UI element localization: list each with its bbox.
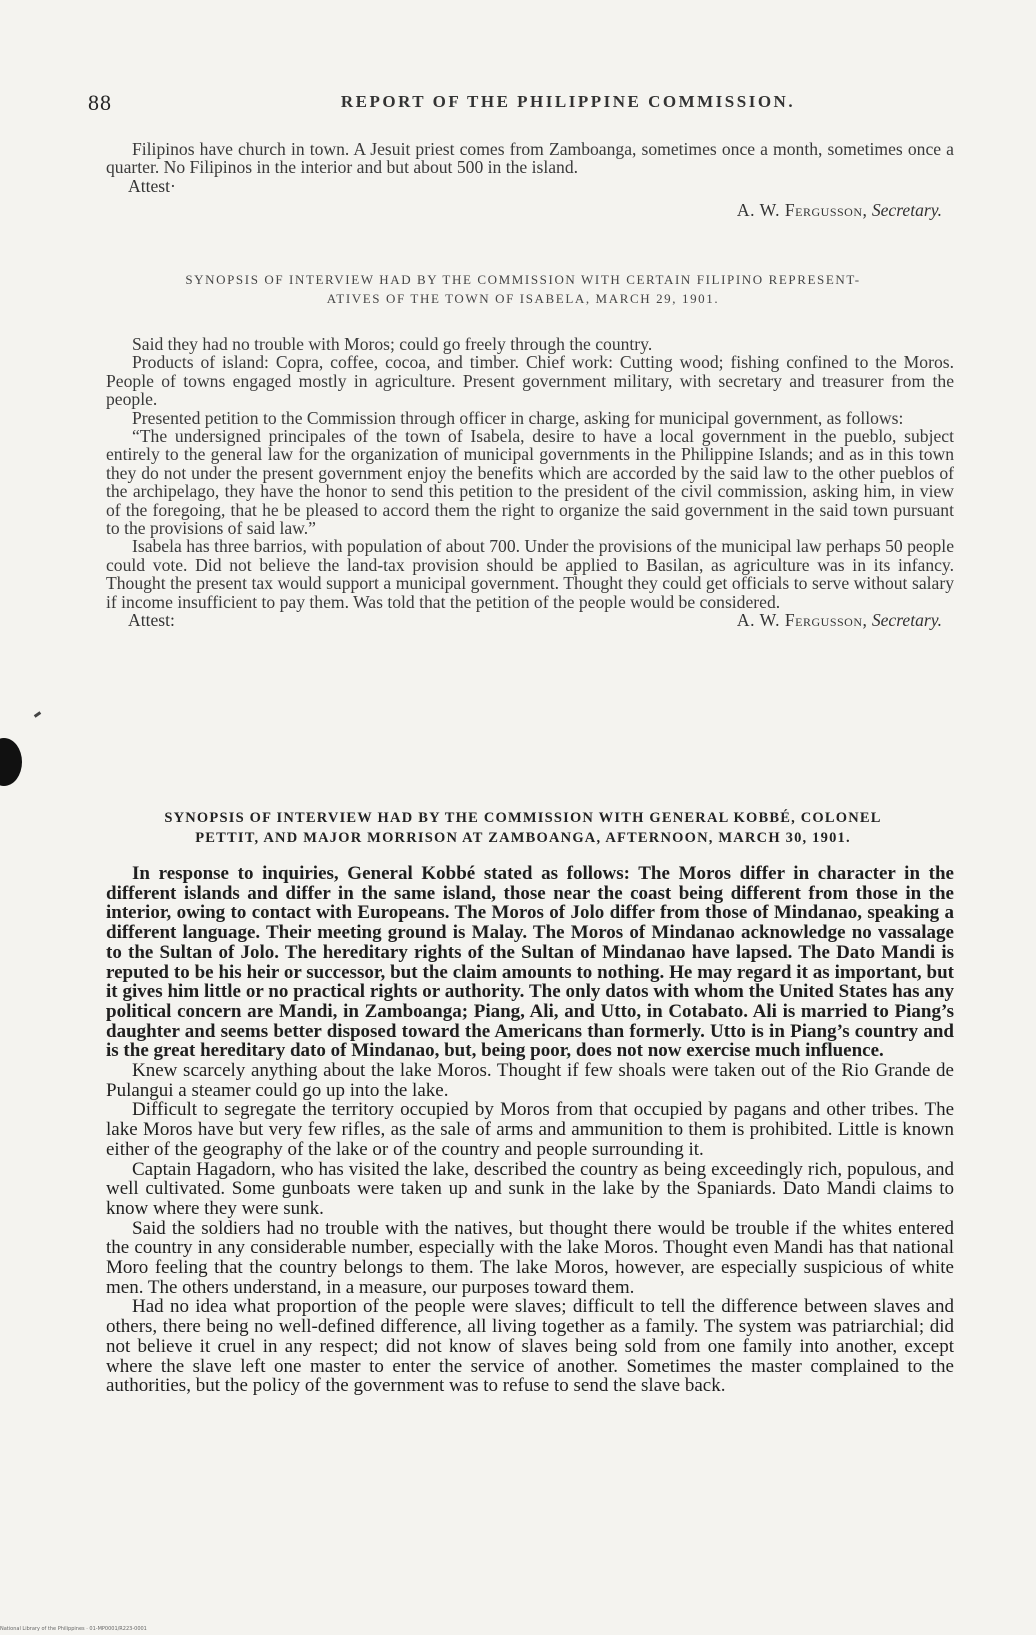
section1-body: [106, 335, 954, 631]
page-number: 88: [88, 90, 112, 115]
body-paragraph: Said the soldiers had no trouble with the natives, but thought there would be trouble if the whites entered the country in any considerable number, especially with the lake Moros. Thought even Mandi has that national Moro feeling that the country belongs to them. The lake Moros, however, are especially suspicious of white men. The others understand, in a measure, our purposes toward them.: [106, 1217, 954, 1298]
body-paragraph: Products of island: Copra, coffee, cocoa, and timber. Chief work: Cutting wood; fishing confined to the Moros. People of towns engaged mostly in agriculture. Present government military, with secretary and treasurer from the people.: [106, 352, 954, 410]
attest-label: Attest:: [128, 610, 175, 631]
body-paragraph: Isabela has three barrios, with population of about 700. Under the provisions of the municipal law perhaps 50 people could vote. Did not believe the land-tax provision should be applied to Basilan, as agriculture was in its infancy. Thought the present tax would support a municipal government. Thought they could get officials to serve without salary if income insufficient to pay them. Was told that the petition of the people would be considered.: [106, 536, 954, 612]
section-heading-line: SYNOPSIS OF INTERVIEW HAD BY THE COMMISSION WITH GENERAL KOBBÉ, COLONEL: [164, 810, 882, 826]
petition-quote: “The undersigned principales of the town of Isabela, desire to have a local government in the pueblo, subject entirely to the general law for the organization of municipal governments in the Philippine Islands; and as in this town they do not under the present government enjoy the benefits which are accorded by the said law to the other pueblos of the archipelago, they have the honor to send this petition to the president of the civil commission, asking him, in view of the foregoing, that he be pleased to accord them the right to organize the said government in the said town pursuant to the provisions of said law.”: [106, 426, 954, 539]
section2-heading: [88, 808, 958, 848]
intro-signature-row: [106, 201, 954, 221]
body-paragraph: Had no idea what proportion of the people were slaves; difficult to tell the difference between slaves and others, there being no well-defined difference, all living together as a family. The system was patriarchial; did not believe it cruel in any respect; did not know of slaves being sold from one family into another, except where the slave left one master to enter the service of another. Sometimes the master complained to the authorities, but the policy of the government was to refuse to send the slave back.: [106, 1296, 954, 1397]
signature: [737, 201, 942, 219]
body-paragraph: Knew scarcely anything about the lake Moros. Thought if few shoals were taken out of the Rio Grande de Pulangui a steamer could go up into the lake.: [106, 1060, 954, 1101]
intro-attest: [106, 177, 954, 197]
running-title: REPORT OF THE PHILIPPINE COMMISSION.: [340, 92, 796, 111]
intro-paragraph: Filipinos have church in town. A Jesuit priest comes from Zamboanga, sometimes once a month, sometimes once a quarter. No Filipinos in the interior and but about 500 in the island.: [106, 139, 954, 178]
scan-edge-blot: [0, 738, 22, 786]
signature-name: A. W. Fergusson,: [736, 610, 868, 631]
body-paragraph: Presented petition to the Commission through officer in charge, asking for municipal government, as follows:: [132, 407, 904, 428]
body-paragraph: In response to inquiries, General Kobbé stated as follows: The Moros differ in character in the different islands and differ in the same island, those near the coast being different from those in the interior, owing to contact with Europeans. The Moros of Jolo differ from those of Mindanao, speaking a different language. Their meeting ground is Malay. The Moros of Mindanao acknowledge no vassalage to the Sultan of Jolo. The hereditary rights of the Sultan of Mindanao have lapsed. The Dato Mandi is reputed to be his heir or successor, but the claim amounts to nothing. He may regard it as important, but it gives him little or no practical rights or authority. The only datos with whom the United States has any political concern are Mandi, in Zamboanga; Piang, Ali, and Utto, in Cotabato. Ali is married to Piang’s daughter and seems better disposed toward the Americans than formerly. Utto is in Piang’s country and is the great hereditary dato of Mindanao, but, being poor, does not now exercise much influence.: [106, 863, 954, 1062]
body-paragraph: Said they had no trouble with Moros; could go freely through the country.: [132, 334, 653, 354]
signature-name: A. W. Fergusson,: [736, 199, 868, 220]
section1-heading: [90, 270, 956, 308]
body-paragraph: Captain Hagadorn, who has visited the lake, described the country as being exceedingly rich, populous, and well cultivated. Some gunboats were taken up and sunk in the lake by the Spaniards. Dato Mandi claims to know where they were sunk.: [106, 1158, 954, 1219]
scan-credit: National Library of the Philippines · 01-MP0001/R223-0001: [0, 1626, 147, 1632]
attest-label: Attest·: [128, 175, 176, 196]
section-heading-line: SYNOPSIS OF INTERVIEW HAD BY THE COMMISSION WITH CERTAIN FILIPINO REPRESENT-: [185, 272, 861, 287]
scan-speck: [34, 711, 41, 717]
intro-block: [106, 140, 954, 221]
signature-title: Secretary.: [871, 610, 942, 631]
section-heading-line: PETTIT, AND MAJOR MORRISON AT ZAMBOANGA, AFTERNOON, MARCH 30, 1901.: [195, 830, 851, 846]
page-header: [88, 90, 958, 118]
signature: [737, 611, 942, 629]
signature-title: Secretary.: [871, 199, 942, 220]
section1-attest: [106, 611, 954, 631]
section-heading-line: ATIVES OF THE TOWN OF ISABELA, MARCH 29, 1901.: [326, 291, 720, 306]
body-paragraph: Difficult to segregate the territory occupied by Moros from that occupied by pagans and other tribes. The lake Moros have but very few rifles, as the sale of arms and ammunition to them is prohibited. Little is known either of the geography of the lake or of the country and people surrounding it.: [106, 1099, 954, 1160]
section2-body: [106, 864, 954, 1396]
